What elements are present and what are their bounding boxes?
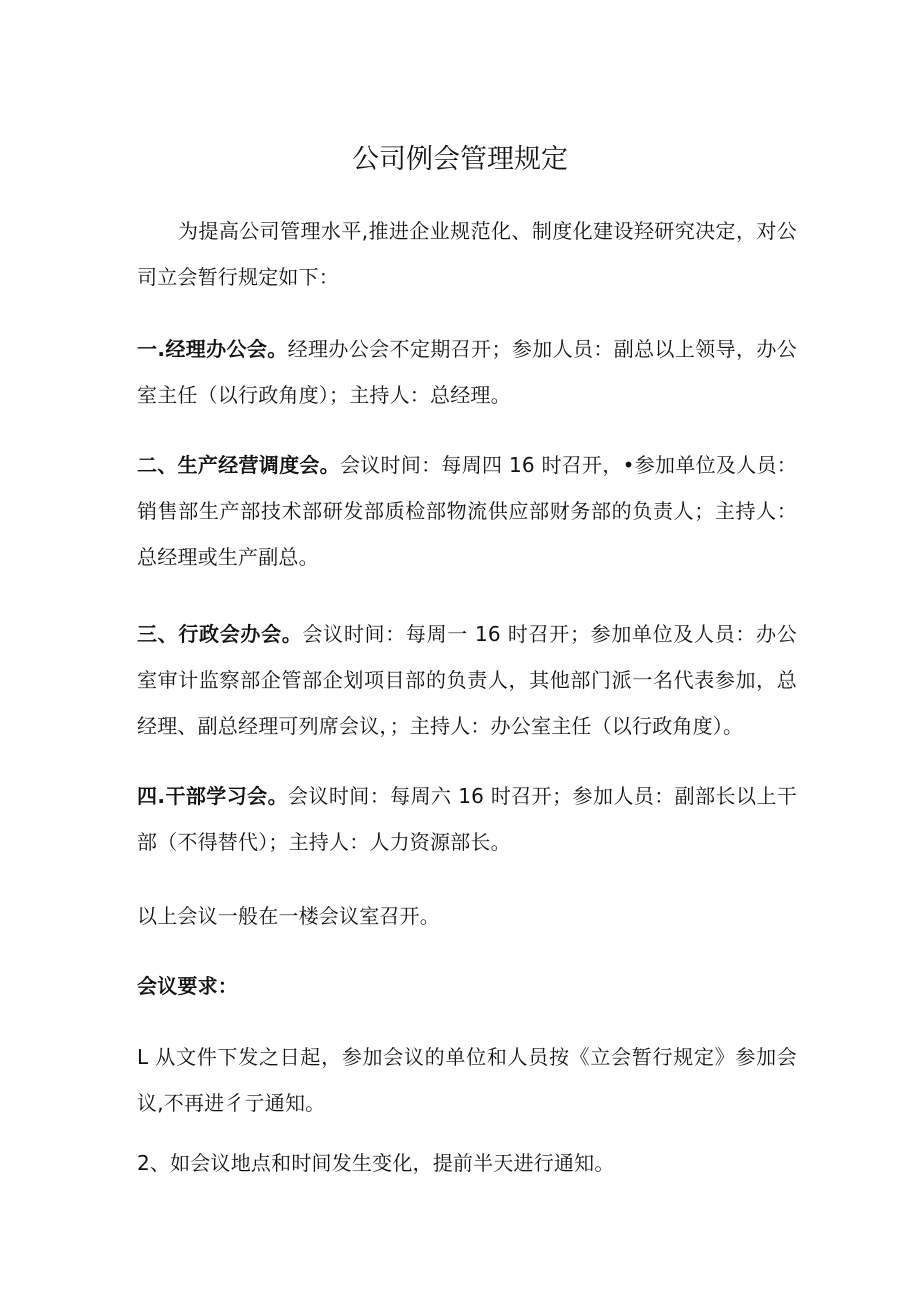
section-heading: 一.经理办公会。: [137, 337, 288, 361]
section-cadre-study-meeting: [137, 773, 797, 865]
requirement-item: 2、如会议地点和时间发生变化，提前半天进行通知。: [137, 1151, 615, 1175]
section-manager-meeting: [137, 326, 797, 418]
section-heading: 四.干部学习会。: [137, 784, 289, 808]
requirements-heading: 会议要求：: [137, 974, 238, 998]
section-body: 会议时间：每周四 16 时召开，•参加单位及人员：销售部生产部技术部研发部质检部物流供应部财务部的负责人；主持人：总经理或生产副总。: [137, 453, 797, 569]
section-admin-meeting: [137, 611, 797, 749]
meeting-location-paragraph: 以上会议一般在一楼会议室召开。: [137, 904, 440, 928]
intro-paragraph: 为提高公司管理水平,推进企业规范化、制度化建设羟研究决定，对公司立会暂行规定如下：: [137, 219, 797, 289]
section-body: 会议时间：每周一 16 时召开；参加单位及人员：办公室审计监察部企管部企划项目部的负责人，其他部门派一名代表参加，总经理、副总经理可列席会议，；主持人：办公室主任（以行政角度）。: [137, 622, 797, 738]
section-heading: 二、生产经营调度会。: [137, 453, 340, 477]
section-body: 会议时间：每周六 16 时召开；参加人员：副部长以上干部（不得替代）；主持人：人力资源部长。: [137, 784, 797, 854]
section-heading: 三、行政会办会。: [137, 622, 303, 646]
section-production-meeting: [137, 442, 797, 580]
requirement-item: L 从文件下发之日起，参加会议的单位和人员按《立会暂行规定》参加会议,不再进彳亍通知。: [137, 1045, 797, 1115]
document-title: 公司例会管理规定: [352, 144, 568, 175]
section-body: 经理办公会不定期召开；参加人员：副总以上领导，办公室主任（以行政角度）；主持人：总经理。: [137, 337, 798, 407]
